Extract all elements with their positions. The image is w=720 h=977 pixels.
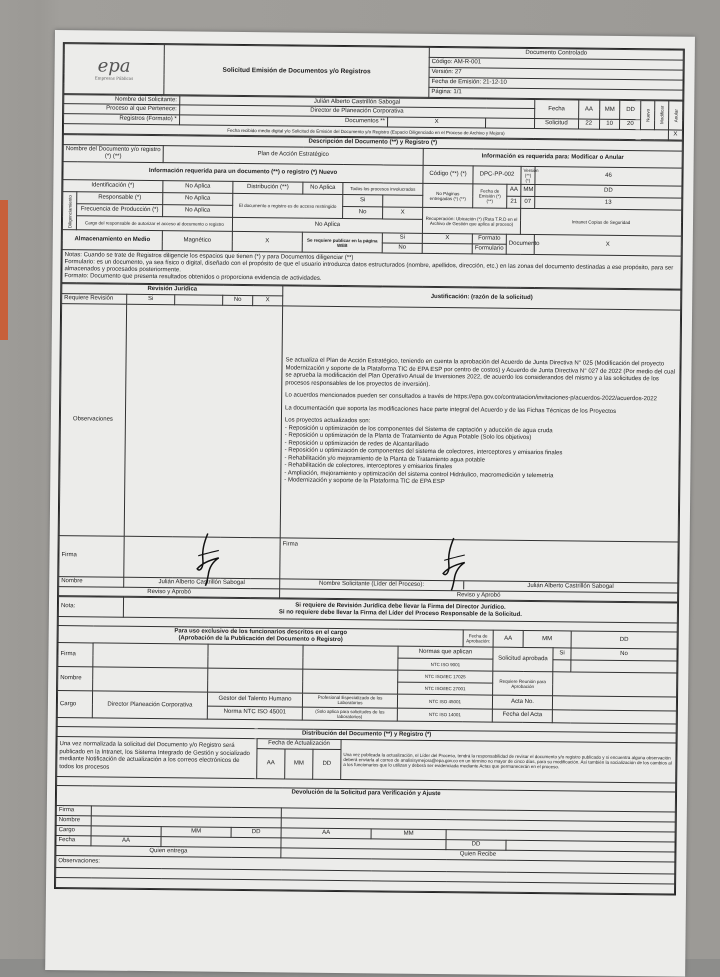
codigo-label: Código (**) (*) [423,165,473,184]
justification-p2: Lo acuerdos mencionados pueden ser consultados a través de https://epa.gov.co/contratacion/invitaciones-p/acuerdos-2022/acuerdos-2022 [285,392,657,403]
approved-label: Solicitud aprobada [493,647,553,672]
justification-item: - Ampliación, mejoramiento y optimización del sistema control Hidráulico, macromedición y telemetría [284,470,554,480]
storage-label: Almacenamiento en Medio [62,230,162,251]
web-si-mark[interactable]: X [422,234,472,245]
note-line-3: Formato: Documento que presenta resultados obtenidos o proporciona evidencia de actividades. [64,272,322,282]
officials-cargo-label: Cargo [57,691,92,718]
norm-17025[interactable]: NTC ISO/IEC 17025 [398,670,493,683]
legal-note-line-1: Si requiere de Revisión Jurídica debe llevar la Firma del Director Jurídico. [295,602,506,611]
approved-no-box[interactable] [571,660,677,673]
officials-nombre-3[interactable] [303,669,398,694]
responsible-value[interactable]: No Aplica [163,193,233,206]
lab-label: Profesional Especializado de los Laboratorios [302,693,397,707]
nuevo-label: Nuevo [641,100,655,130]
legal-obs-area[interactable] [124,304,282,538]
distribution-title: Distribución del Documento (**) y Registro (*) [57,726,676,742]
freq-value[interactable]: No Aplica [163,205,233,218]
anular-label: Anular [669,100,683,130]
issue-label: Fecha de Emisión (*) (**) [473,184,507,208]
note-line-1: Notas: Cuando se trate de Registros diligencie los espacios que tienen (*) y para Documentos diligenciar (**) [64,252,354,262]
justification-reviewed-label: Reviso y Aprobó [280,588,678,602]
return-mm-2: MM [371,829,446,840]
director-label: Director Planeación Corporativa [92,691,207,719]
officials-firma-1[interactable] [93,643,208,668]
justification-item: - Rehabilitación de colectores, interceptores y emisarios finales [284,462,453,471]
form-body [54,42,685,895]
talent-label: Gestor del Talento Humano [207,692,302,706]
doc-issue-date: Fecha de Emisión: 21-12-10 [429,77,683,90]
approval-aa-label: AA [493,631,523,648]
officials-title-line: Para uso exclusivo de los funcionarios descritos en el cargo [174,628,348,637]
talent-norm: Norma NTC ISO 45001 [207,706,302,720]
return-cargo-label: Cargo [56,825,91,835]
applicant-name-label: Nombre del Solicitante: [64,94,180,105]
applicant-table [63,94,683,141]
dd-label: DD [620,100,641,120]
return-mm-1: MM [161,826,231,837]
distribution-table [56,726,676,783]
magnetic-label: Magnético [162,231,232,252]
approval-dd-label: DD [571,631,677,649]
anular-mark[interactable]: X [668,130,682,140]
side-label: Diligenciamiento [62,192,76,230]
return-nombre-label: Nombre [56,815,91,825]
empty-cell [486,118,535,128]
legal-title: Revisión Jurídica [62,283,283,295]
approval-mm-label: MM [523,631,571,648]
officials-firma-label: Firma [58,643,93,667]
justification-nombre-value[interactable]: Julián Alberto Castrillón Sabogal [527,582,614,590]
legal-signature-area[interactable] [124,536,280,579]
legal-obs-label: Observaciones [59,303,126,536]
officials-nombre-label: Nombre [58,667,93,691]
officials-nombre-2[interactable] [208,668,303,693]
applicant-name-value[interactable]: Julián Alberto Castrillón Sabogal [179,95,534,109]
docname-label: Nombre del Documento y/o registro (*) (**) [63,145,163,163]
norm-27001[interactable]: NTC ISO/IEC 27001 [398,682,493,695]
form-sheet [45,30,695,977]
authorize-value[interactable]: No Aplica [232,218,422,234]
justification-item: - Rehabilitación y/o mejoramiento de la Planta de Tratamiento agua potable [284,455,486,464]
web-si: Si [382,233,422,243]
meeting-label: Requiere Reunión para Aprobación [493,671,553,696]
legal-si: Si [127,294,175,304]
update-aa[interactable]: AA [257,748,285,778]
doc-version: Versión: 27 [429,67,683,80]
codigo-value[interactable]: DPC-PP-002 [473,166,521,185]
legal-nombre-label: Nombre [59,576,124,587]
responsible-label: Responsable (*) [77,192,163,205]
signature-icon [440,534,469,594]
return-dd-2: DD [446,839,506,850]
version-label: Versión (**) (*) [521,166,535,185]
process-label: Proceso al que Pertenece: [64,104,180,115]
officials-subtitle: (Aprobación de la Publicación del Documento o Registro) [178,635,343,644]
aa-label: AA [578,100,599,120]
return-aa-2: AA [281,828,371,839]
justification-item: - Reposición u optimización de los componentes del Sistema de captación y aducción de agua cruda [284,425,553,435]
justification-title: Justificación: (razón de la solicitud) [283,286,681,310]
norms-label: Normas que aplican [398,646,493,659]
distrib-label: Distribución (**) [233,182,303,195]
description-title: Descripción del Documento (**) y Registro (*) [63,135,682,151]
epa-logo: epa Empresas Públicas [64,44,165,95]
solicitud-aa[interactable]: 22 [578,119,599,129]
solicitud-dd[interactable]: 20 [620,120,641,130]
issue-mm[interactable]: 07 [521,197,535,209]
all-process-label: Todos los procesos involucrados [343,183,423,196]
return-aa-1: AA [91,836,161,847]
approved-si: Si [553,648,571,660]
legal-requires-label: Requiere Revisión [62,293,127,304]
ident-value[interactable]: No Aplica [163,181,233,194]
update-dd[interactable]: DD [313,749,341,779]
form-title: Solicitud Emisión de Documentos y/o Registros [164,45,430,97]
fecha-label: Fecha [534,99,578,119]
signature-icon [194,529,223,589]
issue-aa-label: AA [507,185,521,197]
doc-controlled: Documento Controlado [429,47,683,60]
process-value[interactable]: Director de Planeación Corporativa [179,105,534,119]
legal-note-line-2: Si no requiere debe llevar la Firma del Líder del Proceso Responsable de la Solicitud. [278,609,522,618]
intranet-label: Intranet Copias de Seguridad [520,209,681,237]
update-date-label: Fecha de Actualización [257,738,341,749]
issue-dd-label: DD [535,185,682,199]
restricted-no: No [343,207,383,219]
freq-label: Frecuencia de Producción (*) [77,204,163,217]
justification-nombre-label: Nombre Solicitante (Líder del Proceso): [280,579,463,590]
return-title: Devolución de la Solicitud para Verificación y Ajuste [56,785,675,811]
info-new-label: Información requerida para un documento (**) o registro (*) Nuevo [63,161,423,183]
empty-cell [91,826,161,837]
norm-9001[interactable]: NTC ISO 9001 [398,658,493,671]
return-firma-label: Firma [56,805,91,815]
update-mm[interactable]: MM [285,749,313,779]
solicitud-label: Solicitud [534,119,578,129]
issue-mm-label: MM [521,185,535,197]
web-label: Se requiere publicar en la página WEB [302,232,382,253]
justification-item: - Reposición u optimización de componentes del sistema de colectores, interceptores y emisarios finales [284,447,563,457]
issue-dd[interactable]: 13 [535,197,682,211]
records-label: Registros (Formato) * [64,114,180,125]
reception-note: Fecha recibido medio digital y/o Solicitud de Emisión del Documento y/o Registro (Espacio Diligenciado en el Proceso de Archivo y Mejora) [63,124,668,140]
web-no-box[interactable] [422,244,472,254]
justification-text[interactable] [280,305,680,541]
legal-si-box[interactable] [175,294,223,304]
justification-list-title: Los proyectos actualizados son: [284,417,371,425]
documento-mark[interactable]: X [534,235,681,256]
authorize-label: Cargo del responsable de autorizar el acceso al documento o registro [76,216,232,232]
justification-firma-area[interactable] [280,537,678,582]
ident-label: Identificación (*) [63,180,163,193]
justification-item: - Reposición u optimización de redes de Alcantarillado [284,440,429,448]
acta-label: Acta No. [492,695,552,709]
issue-aa[interactable]: 21 [507,197,521,209]
norm-14001[interactable]: NTC ISO 14001 [397,708,492,722]
documents-mark[interactable]: X [387,117,485,128]
formulario-label: Formulario [472,244,506,254]
distrib-value[interactable]: No Aplica [303,182,343,194]
delivered-label: Quien entrega [56,845,281,857]
modificar-label: Modificar [655,100,669,130]
return-table [55,785,676,894]
restricted-si-box[interactable] [383,195,423,207]
restricted-si: Si [343,195,383,207]
documents-label: Documentos ** [179,115,387,127]
justification-firma-label: Firma [282,540,299,548]
approval-date-label: Fecha de Aprobación: [463,630,493,647]
officials-firma-2[interactable] [208,644,303,669]
formato-label: Formato [472,234,506,244]
return-fecha-label: Fecha [56,835,91,845]
info-required-label: Información es requerida para: Modificar o Anular [423,148,682,167]
return-obs-label[interactable]: Observaciones: [56,855,675,873]
justification-item: - Modernización y soporte de la Plataforma TIC de EPA ESP [284,477,445,486]
doc-code: Código: AM-R-001 [429,57,683,70]
description-table [61,134,683,289]
restricted-mark[interactable]: X [383,207,423,219]
acta-date-box[interactable] [552,709,676,724]
desk-object [0,200,8,340]
restricted-label: El documento o registro es de acceso restringido [233,194,343,219]
approved-si-box[interactable] [553,660,571,672]
solicitud-mm[interactable]: 10 [599,120,620,130]
justification-p1: Se actualiza el Plan de Acción Estratégico, teniendo en cuenta la aprobación del Acuerdo de Junta Directiva N° 025 (Modificación del proyecto Modernización y soporte de la Plataforma TIC de EPA ESP por centro de costos) y Acuerdo de Junta Directiva N° 027 de 2022 (Por medio del cual se aprueba la modificación del Plan Operativo Anual de Inversiones 2022, de acuerdo los considerandos del mismo y a las solicitudes de los procesos responsables de los proyectos de inversión). [285,357,676,388]
distribution-left-text: Una vez normalizada la solicitud del Documento y/o Registro será publicado en la Intranet, los Sistema Integrado de Gestión y socializado mediante Notificación de actualización a los correos electrónicos de todos los procesos [57,736,257,778]
legal-no-mark[interactable]: X [253,295,283,305]
acta-box[interactable] [552,696,676,711]
legal-nombre-value[interactable]: Julián Alberto Castrillón Sabogal [124,577,280,589]
doc-page: Página: 1/1 [429,87,683,100]
note-line-2: Formulario: es un documento, ya sea físico o digital, diseñado con el propósito de que el usuario introduzca datos estructurados (nombre, apellidos, dirección, etc.) en las zonas del documento destinadas a ese propósito, para ser almacenados y procesados posteriormente. [64,259,674,274]
return-dd-1: DD [231,827,281,838]
mm-label: MM [599,100,620,120]
magnetic-mark[interactable]: X [232,232,302,253]
recovery-label: Recuperación: Ubicación (*) (Ruta T.R.D en el Archivo de Gestión que aplica al proceso) [422,208,520,235]
justification-item: - Reposición u optimización de la Planta de Tratamiento de Agua Potable (Solo los objetivos) [284,432,532,442]
officials-nombre-1[interactable] [93,667,208,692]
approved-no: No [571,648,677,661]
legal-no: No [223,295,253,305]
justification-p3: La documentación que soporta las modificaciones hace parte integral del Acuerdo y de las Fichas Técnicas de los Proyectos [285,405,617,415]
norm-45001[interactable]: NTC ISO 45001 [397,694,492,708]
legal-justification-table [58,283,681,603]
header-table [63,43,683,100]
pages-label: No Páginas entregadas (*) (**) [423,184,473,209]
documento-label: Documento [506,235,534,255]
legal-firma-label: Firma [59,535,124,577]
officials-firma-3[interactable] [303,645,398,670]
docname-value[interactable]: Plan de Acción Estratégico [163,146,423,166]
officials-table [57,625,678,724]
legal-note-label: Nota: [58,597,123,618]
meeting-box[interactable] [553,672,677,697]
acta-date-label: Fecha del Acta [492,709,552,723]
received-label: Quien Recibe [281,848,675,862]
distribution-right-text: Una vez publicada la actualización, el Líder del Proceso, tendrá la responsabilidad de revisar el documento y/o registro publicado y si encuentra alguna observación deberá enviarla al correo de analisisymejora@epa.gov.co en un término no mayor de cinco días, para su modificación. Así también la socialización de los cambios al a los funcionarios que lo utilizan y deberá ser evidenciada mediante Actas que permanecerán en el proceso. [341,739,676,783]
lab-note: (Solo aplica para solicitudes de los laboratorios) [302,707,397,721]
legal-reviewed-label: Reviso y Aprobó [59,586,280,598]
version-value[interactable]: 46 [535,166,682,186]
web-no: No [382,243,422,253]
